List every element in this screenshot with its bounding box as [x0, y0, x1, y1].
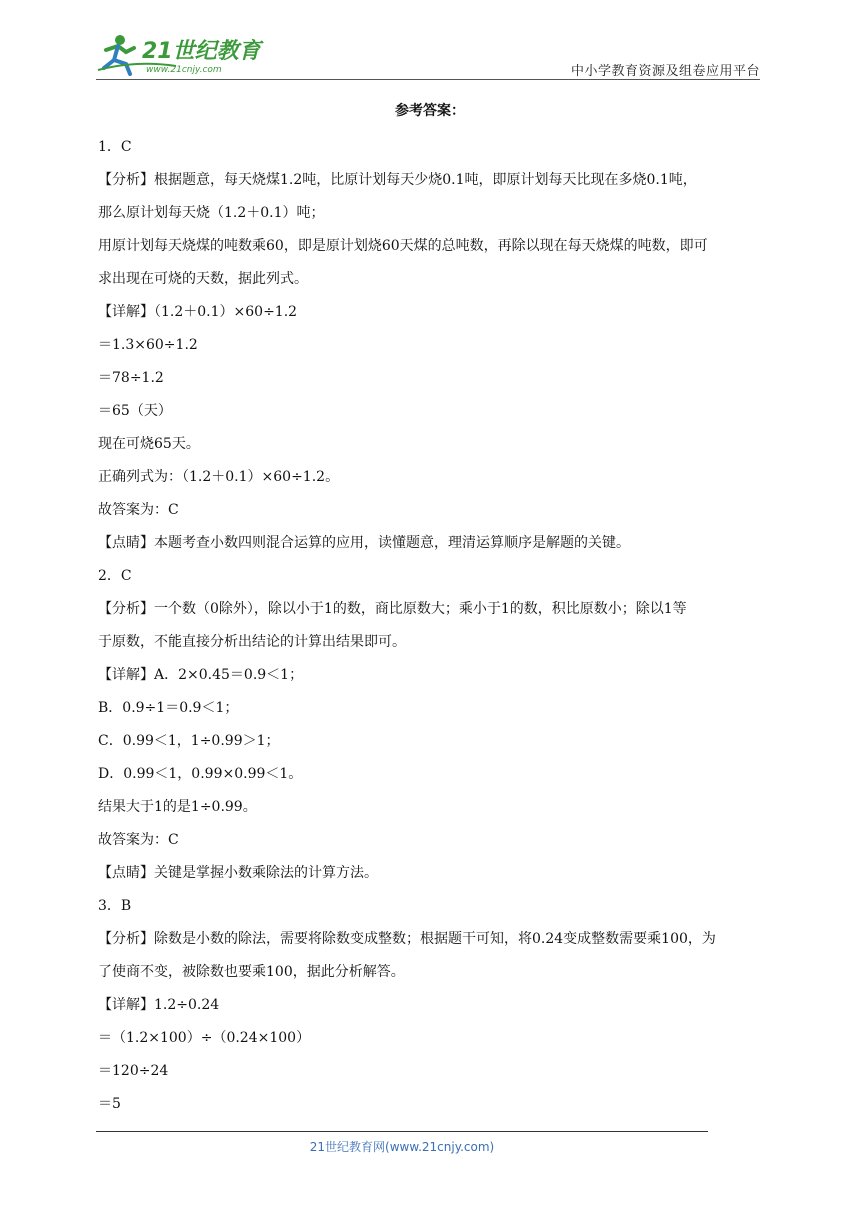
answer-line: ＝120÷24 [98, 1063, 169, 1079]
svg-text:21世纪教育: 21世纪教育 [142, 39, 261, 64]
answer-line: 【详解】A．2×0.45＝0.9＜1； [98, 667, 304, 683]
page-header [96, 30, 760, 80]
answer-line: 2．C [98, 568, 132, 584]
answer-line: 【分析】一个数（0除外），除以小于1的数，商比原数大；乘小于1的数，积比原数小；除以1等 [98, 601, 687, 617]
answer-line: D．0.99＜1，0.99×0.99＜1。 [98, 766, 303, 782]
runner-logo-icon [96, 30, 266, 78]
answer-line: 求出现在可烧的天数，据此列式。 [98, 271, 308, 287]
answer-line: ＝78÷1.2 [98, 370, 164, 386]
answer-line: 正确列式为：（1.2＋0.1）×60÷1.2。 [98, 469, 340, 485]
answer-line: 【详解】（1.2＋0.1）×60÷1.2 [98, 304, 298, 320]
answer-line: 【分析】除数是小数的除法，需要将除数变成整数；根据题干可知，将0.24变成整数需要乘100，为 [98, 931, 716, 947]
answer-line: 结果大于1的是1÷0.99。 [98, 799, 257, 815]
footer-link[interactable]: 21世纪教育网(www.21cnjy.com) [309, 1140, 495, 1154]
answer-line: 1．C [98, 139, 132, 155]
answer-line: 了使商不变，被除数也要乘100，据此分析解答。 [98, 964, 405, 980]
answer-line: ＝65（天） [98, 403, 172, 419]
answer-line: 【分析】根据题意，每天烧煤1.2吨，比原计划每天少烧0.1吨，即原计划每天比现在多烧0.1吨， [98, 172, 697, 188]
answer-line: ＝（1.2×100）÷（0.24×100） [98, 1030, 311, 1046]
answer-line: 【详解】1.2÷0.24 [98, 997, 220, 1013]
svg-text:www.21cnjy.com: www.21cnjy.com [146, 65, 222, 75]
answer-line: 现在可烧65天。 [98, 436, 200, 452]
answer-line: 故答案为：C [98, 832, 179, 848]
header-divider [96, 79, 760, 80]
page-title: 参考答案： [395, 103, 465, 119]
answer-line: ＝1.3×60÷1.2 [98, 337, 198, 353]
answer-line: 用原计划每天烧煤的吨数乘60，即是原计划烧60天煤的总吨数，再除以现在每天烧煤的吨数，即可 [98, 238, 708, 254]
answer-line: 于原数，不能直接分析出结论的计算出结果即可。 [98, 634, 406, 650]
answer-line: 【点睛】本题考查小数四则混合运算的应用，读懂题意，理清运算顺序是解题的关键。 [98, 535, 630, 551]
answer-line: ＝5 [98, 1096, 121, 1112]
answer-line: 3．B [98, 898, 132, 914]
site-logo [96, 30, 266, 78]
answer-line: B．0.9÷1＝0.9＜1； [98, 700, 239, 716]
answer-line: 故答案为：C [98, 502, 179, 518]
answer-lines [98, 131, 762, 1121]
answer-line: 【点睛】关键是掌握小数乘除法的计算方法。 [98, 865, 378, 881]
footer-divider [96, 1131, 708, 1132]
platform-name: 中小学教育资源及组卷应用平台 [570, 64, 760, 79]
answer-content [98, 98, 762, 1121]
answer-line: 那么原计划每天烧（1.2＋0.1）吨； [98, 205, 325, 221]
answer-line: C．0.99＜1，1÷0.99＞1； [98, 733, 280, 749]
